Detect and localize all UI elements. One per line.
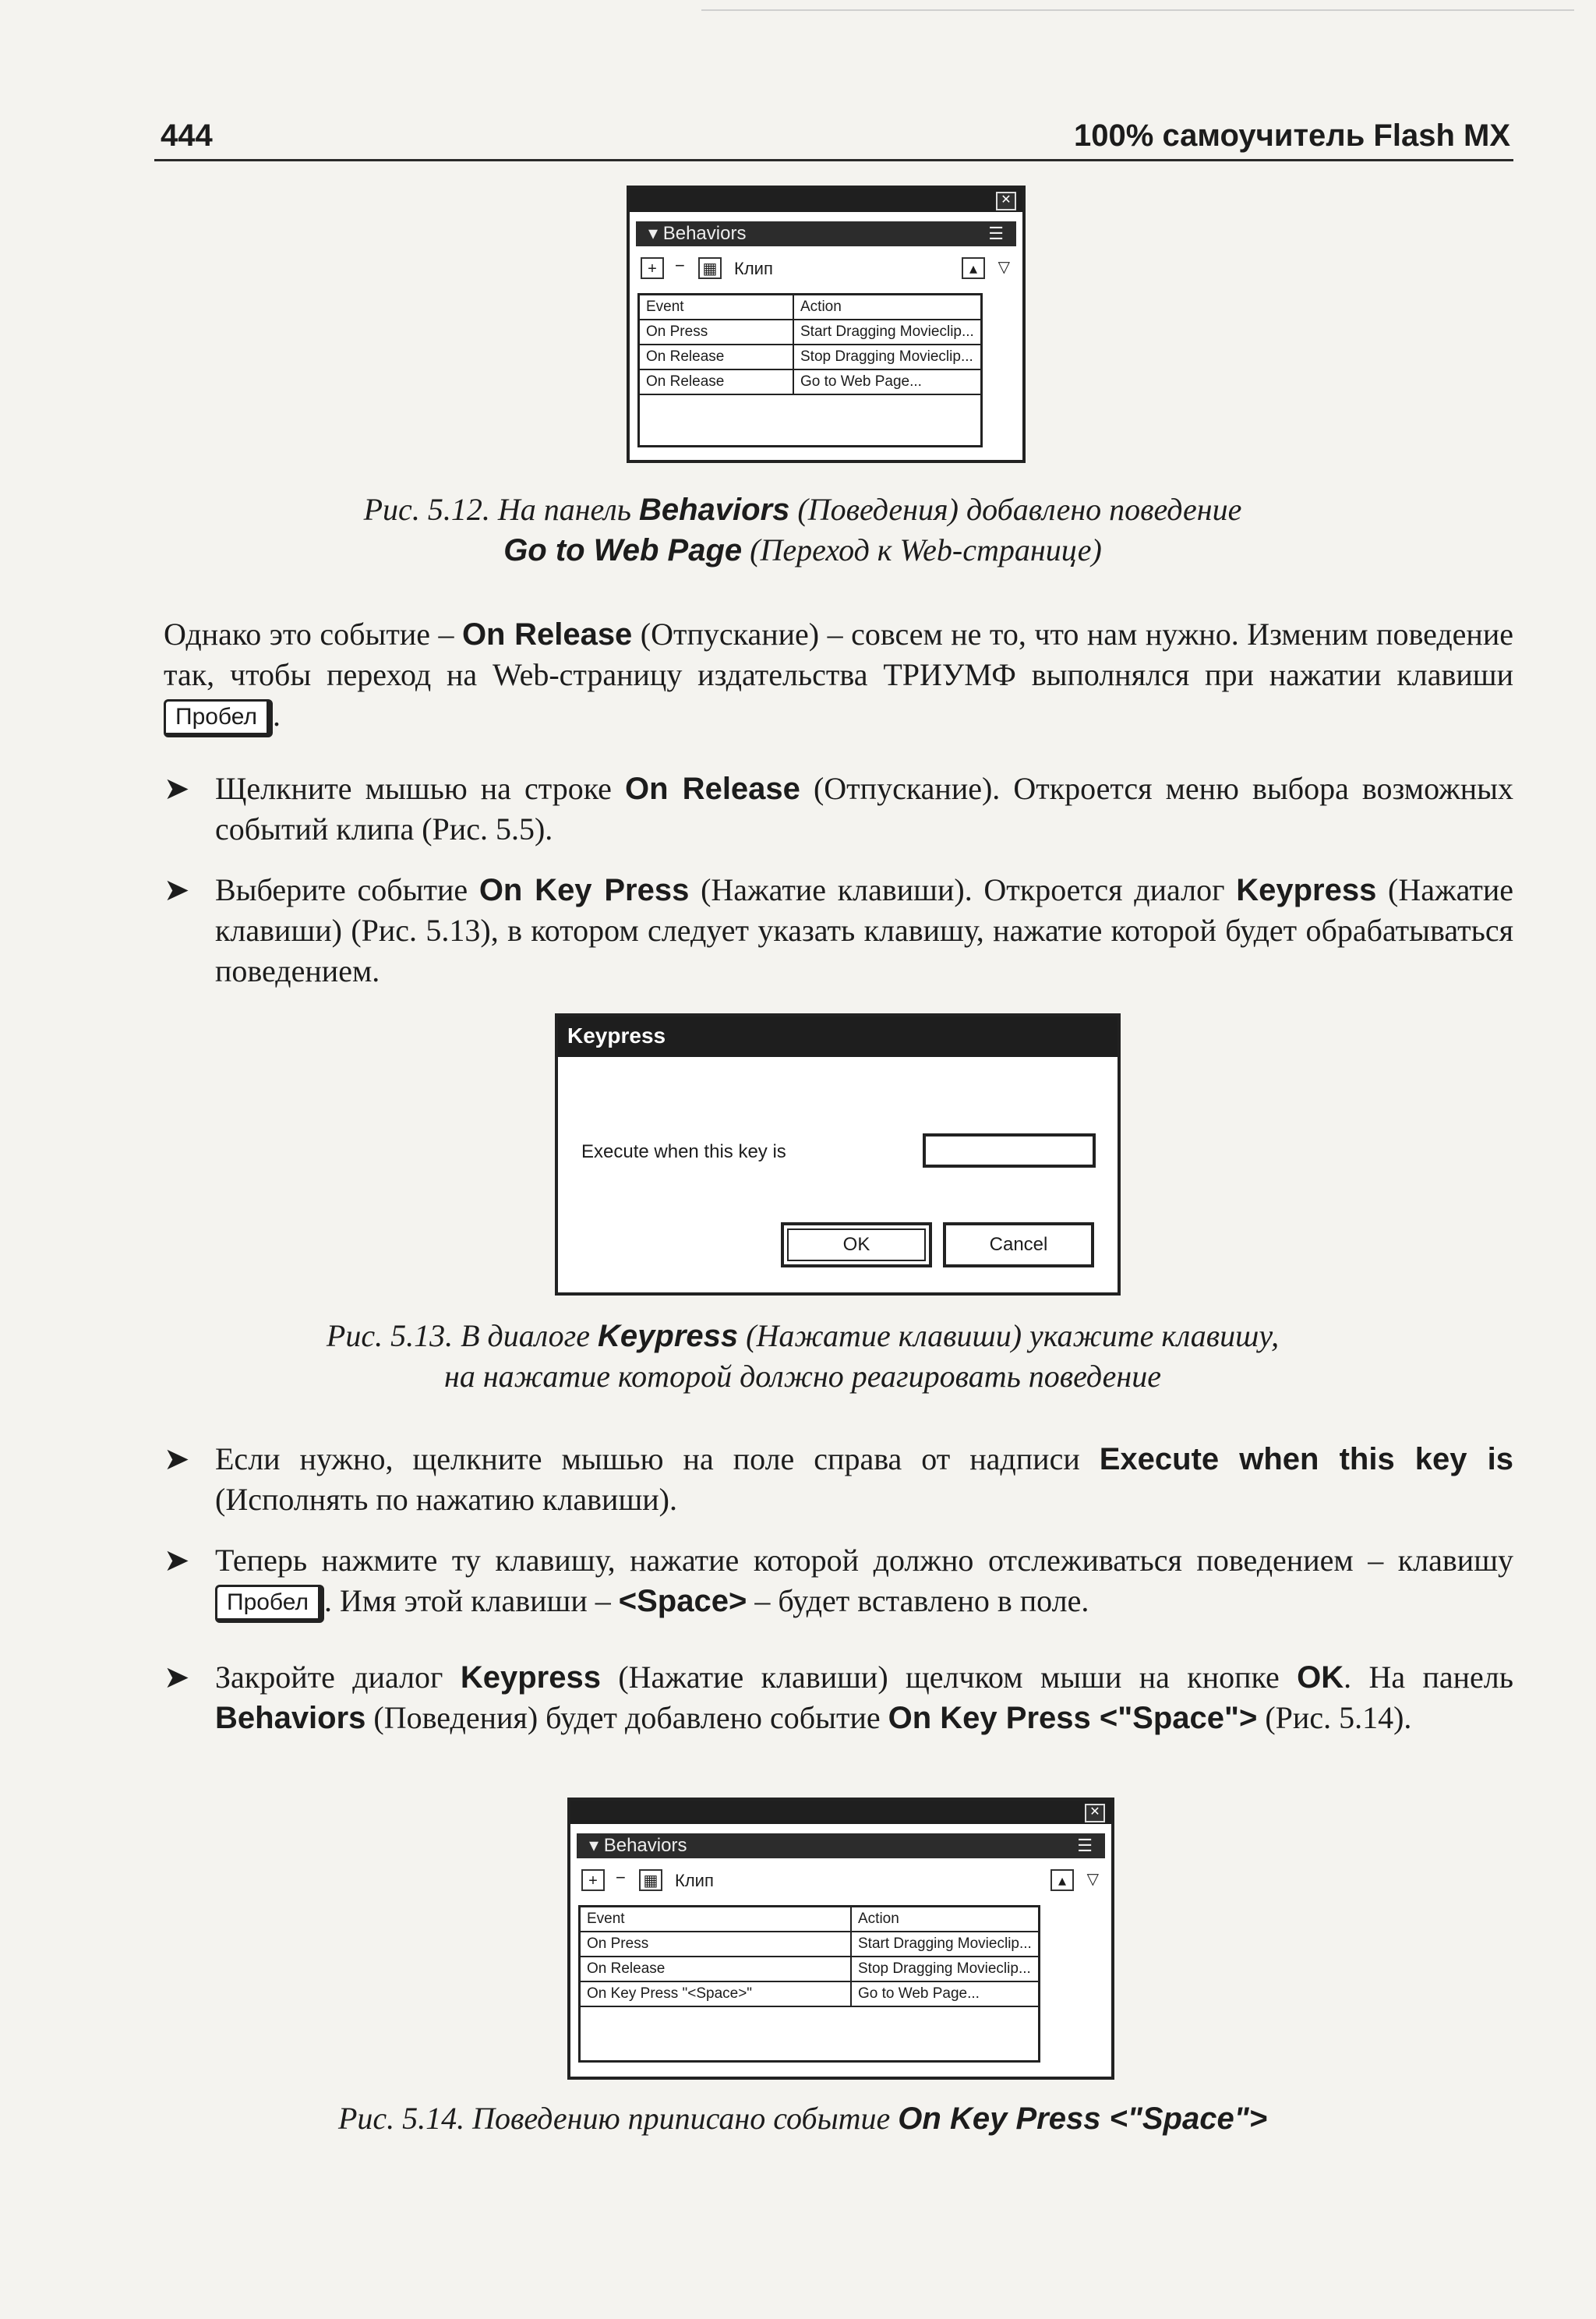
cancel-button[interactable]: Cancel — [943, 1222, 1094, 1267]
event-column-header[interactable]: Event — [639, 295, 794, 320]
execute-key-label: Execute when this key is — [581, 1141, 786, 1162]
event-cell[interactable]: On Release — [639, 345, 794, 369]
add-behavior-icon[interactable]: + — [641, 257, 664, 279]
action-cell[interactable]: Stop Dragging Movieclip... — [793, 345, 981, 369]
top-edge-line — [701, 9, 1574, 11]
table-row[interactable] — [639, 320, 982, 345]
table-header-row — [639, 295, 982, 320]
space-key-icon: Пробел — [215, 1585, 324, 1623]
close-icon[interactable]: ✕ — [1085, 1804, 1105, 1822]
table-empty-area — [580, 2006, 1040, 2062]
caption-fig512: Рис. 5.12. На панель Behaviors (Поведения) добавлено поведение Go to Web Page (Переход к Web-странице) — [363, 492, 1242, 567]
action-column-header[interactable]: Action — [851, 1907, 1039, 1932]
behaviors-panel-fig514 — [567, 1798, 1114, 2080]
close-icon[interactable]: ✕ — [996, 192, 1016, 210]
table-row[interactable] — [580, 1932, 1040, 1957]
panel-toolbar — [577, 1863, 1105, 1899]
key-input[interactable] — [923, 1133, 1096, 1168]
behaviors-table — [578, 1905, 1040, 2063]
table-row[interactable] — [580, 1957, 1040, 1981]
action-cell[interactable]: Start Dragging Movieclip... — [851, 1932, 1039, 1957]
page-number: 444 — [161, 118, 213, 153]
panel-top-bar — [630, 189, 1022, 212]
toolbar-clip-label: Клип — [675, 1871, 714, 1890]
list-item: ➤ Выберите событие On Key Press (Нажатие клавиши). Откроется диалог Keypress (Нажатие клавиши) (Рис. 5.13), в котором следует указать клавишу, нажатие которой будет обрабатываться поведением. — [164, 872, 1513, 988]
list-item: ➤ Если нужно, щелкните мышью на поле справа от надписи Execute when this key is (Исполнять по нажатию клавиши). — [164, 1441, 1513, 1517]
behaviors-table — [637, 293, 983, 447]
list-item: ➤ Щелкните мышью на строке On Release (Отпускание). Откроется меню выбора возможных событий клипа (Рис. 5.5). — [164, 771, 1513, 847]
table-row[interactable] — [639, 345, 982, 369]
event-cell[interactable]: On Key Press "<Space>" — [580, 1981, 852, 2006]
event-cell[interactable]: On Release — [639, 369, 794, 394]
event-cell[interactable]: On Press — [580, 1932, 852, 1957]
panel-menu-icon[interactable]: ☰ — [988, 224, 1004, 243]
remove-behavior-icon[interactable]: − — [675, 256, 685, 275]
action-column-header[interactable]: Action — [793, 295, 981, 320]
event-cell[interactable]: On Release — [580, 1957, 852, 1981]
movieclip-icon[interactable]: ▦ — [639, 1869, 662, 1891]
dialog-title: Keypress — [558, 1016, 1118, 1057]
paragraph-intro: Однако это событие – On Release (Отпускание) – совсем не то, что нам нужно. Изменим поведение так, чтобы переход на Web-страницу издательства ТРИУМФ выполнялся при нажатии клавиши Пробел . — [164, 614, 1513, 737]
table-row[interactable] — [639, 369, 982, 394]
panel-title-bar[interactable] — [577, 1833, 1105, 1858]
event-cell[interactable]: On Press — [639, 320, 794, 345]
table-row[interactable] — [580, 1981, 1040, 2006]
behaviors-panel-fig512 — [627, 186, 1026, 463]
toolbar-clip-label: Клип — [734, 259, 773, 278]
panel-menu-icon[interactable]: ☰ — [1077, 1836, 1093, 1855]
panel-toolbar — [636, 251, 1016, 287]
collapse-triangle-icon[interactable]: ▾ — [589, 1835, 604, 1856]
action-cell[interactable]: Go to Web Page... — [793, 369, 981, 394]
table-empty-area — [639, 394, 982, 447]
space-key-icon: Пробел — [164, 699, 273, 737]
move-up-icon[interactable]: ▴ — [962, 257, 985, 279]
move-down-icon[interactable]: ▽ — [1086, 1871, 1099, 1888]
event-column-header[interactable]: Event — [580, 1907, 852, 1932]
panel-top-bar — [570, 1801, 1111, 1824]
movieclip-icon[interactable]: ▦ — [698, 257, 722, 279]
action-cell[interactable]: Start Dragging Movieclip... — [793, 320, 981, 345]
running-title: 100% самоучитель Flash MX — [1074, 118, 1510, 153]
list-item: ➤ Закройте диалог Keypress (Нажатие клавиши) щелчком мыши на кнопке OK. На панель Behaviors (Поведения) будет добавлено событие On Key Press <"Space"> (Рис. 5.14). — [164, 1660, 1513, 1735]
table-header-row — [580, 1907, 1040, 1932]
header-rule — [154, 159, 1513, 161]
keypress-dialog — [555, 1013, 1121, 1296]
ok-button[interactable]: OK — [781, 1222, 932, 1267]
list-item: ➤ Теперь нажмите ту клавишу, нажатие которой должно отслеживаться поведением – клавишу Пробел . Имя этой клавиши – <Space> – будет вставлено в поле. — [164, 1540, 1513, 1623]
collapse-triangle-icon[interactable]: ▾ — [648, 223, 663, 244]
caption-fig513: Рис. 5.13. В диалоге Keypress (Нажатие клавиши) укажите клавишу, на нажатие которой должно реагировать поведение — [326, 1318, 1280, 1394]
panel-title: Behaviors — [603, 1835, 687, 1856]
add-behavior-icon[interactable]: + — [581, 1869, 605, 1891]
caption-fig514: Рис. 5.14. Поведению приписано событие On Key Press <"Space"> — [337, 2101, 1268, 2136]
move-up-icon[interactable]: ▴ — [1050, 1869, 1074, 1891]
action-cell[interactable]: Go to Web Page... — [851, 1981, 1039, 2006]
remove-behavior-icon[interactable]: − — [616, 1868, 626, 1887]
panel-title-bar[interactable] — [636, 221, 1016, 246]
panel-title: Behaviors — [662, 223, 747, 244]
move-down-icon[interactable]: ▽ — [998, 259, 1010, 276]
action-cell[interactable]: Stop Dragging Movieclip... — [851, 1957, 1039, 1981]
